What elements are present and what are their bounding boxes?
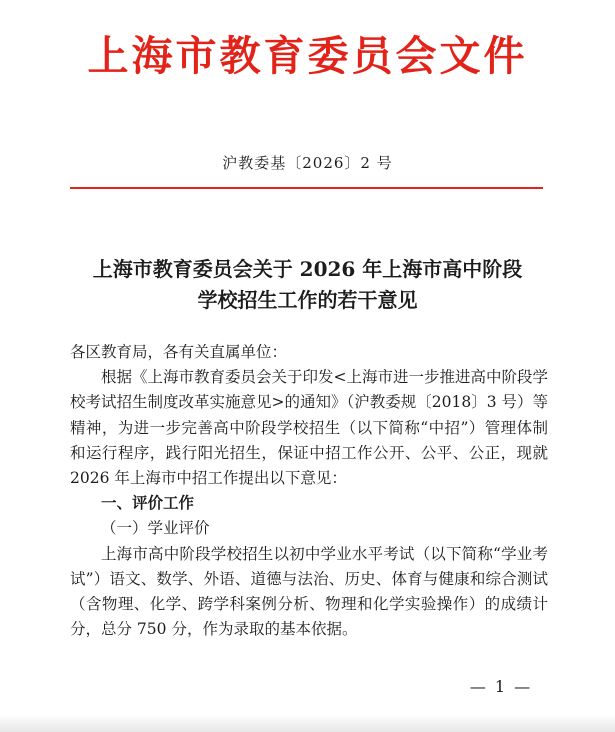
document-body — [70, 340, 548, 642]
document-number: 沪教委基〔2026〕2 号 — [222, 154, 393, 172]
red-divider-line — [70, 187, 543, 189]
intro-paragraph: 根据《上海市教育委员会关于印发<上海市进一步推进高中阶段学校考试招生制度改革实施意见>的通知》（沪教委规〔2018〕3 号）等精神，为进一步完善高中阶段学校招生（以下简称“中招”）管理体制和运行程序，践行阳光招生，保证中招工作公开、公平、公正，现就 2026 年上海市中招工作提出以下意见： — [70, 368, 548, 488]
body-paragraph: 上海市高中阶段学校招生以初中学业水平考试（以下简称“学业考试”）语文、数学、外语、道德与法治、历史、体育与健康和综合测试（含物理、化学、跨学科案例分析、物理和化学实验操作）的成绩计分，总分 750 分，作为录取的基本依据。 — [70, 544, 548, 639]
document-title-line-2: 学校招生工作的若干意见 — [197, 288, 418, 312]
salutation: 各区教育局，各有关直属单位： — [70, 343, 288, 361]
page-bottom-shadow — [0, 714, 615, 732]
document-title — [0, 254, 615, 316]
section-heading: 一、评价工作 — [101, 494, 195, 513]
subsection-heading: （一）学业评价 — [101, 519, 210, 538]
issuer-header: 上海市教育委员会文件 — [87, 32, 528, 80]
page-number: — 1 — — [469, 677, 533, 696]
document-title-line-1: 上海市教育委员会关于 2026 年上海市高中阶段 — [92, 257, 523, 281]
